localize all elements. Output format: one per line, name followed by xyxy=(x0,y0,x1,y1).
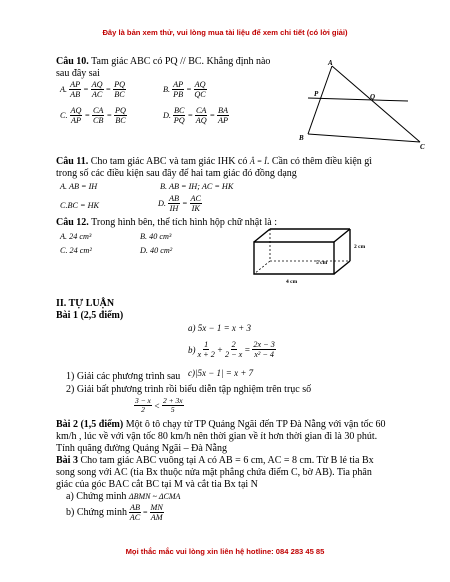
bai2-text2: km/h , lúc về với vận tốc 80 km/h nên thời gian về ít hơn thời gian đi là 30 phút. xyxy=(56,431,378,442)
fraction: $\frac{3 - x}{2}$ xyxy=(135,396,151,414)
bai2-title: Bài 2 (1,5 điểm) xyxy=(56,419,124,430)
q12-number: Câu 12. xyxy=(56,217,89,228)
fraction: $\frac{2x - 3}{\text{x² − 4}}$ xyxy=(253,340,275,359)
option-label: C. xyxy=(60,111,68,120)
label-a: A xyxy=(328,59,333,67)
fraction: $\frac{CA}{CB}$ xyxy=(92,106,104,125)
q10-option-b: B. $\frac{AP}{PB}$ = $\frac{AQ}{QC}$ xyxy=(163,80,206,99)
bai3-a-expression: ΔBMN ~ ΔCMA xyxy=(128,492,181,501)
fraction: $\frac{PQ}{BC}$ xyxy=(114,80,125,99)
q11-number: Câu 11. xyxy=(56,156,89,167)
fraction: $\frac{PQ}{BC}$ xyxy=(114,106,126,125)
bai3-title: Bài 3 xyxy=(56,455,78,466)
bai1-title: Bài 1 (2,5 điểm) xyxy=(56,310,124,321)
box-height-label: 2 cm xyxy=(354,244,366,250)
fraction: $\frac{AB}{IH}$ xyxy=(168,194,179,213)
q10-text2: sau đây sai xyxy=(56,68,100,79)
fraction: $\frac{AP}{PB}$ xyxy=(173,80,184,99)
bai2-line1 xyxy=(56,419,386,431)
q12-option-c: C. 24 cm² xyxy=(60,246,92,255)
q10-option-a: A. $\frac{AP}{AB}$ = $\frac{AQ}{AC}$ = $\frac{PQ}{BC}$ xyxy=(60,80,125,99)
bai3-part-a: a) Chứng minh ΔBMN ~ ΔCMA xyxy=(66,491,181,502)
q10-option-d: D. $\frac{BC}{PQ}$ = $\frac{CA}{AQ}$ = $\frac{BA}{AP}$ xyxy=(163,106,228,125)
q11-text2: trong số các điều kiện sau đây để hai tam giác đó đồng dạng xyxy=(56,168,297,179)
fraction: $\frac{1}{x + 2}$ xyxy=(197,340,215,359)
q11-text1a: Cho tam giác ABC và tam giác IHK có xyxy=(90,156,248,167)
bai3-text1: Cho tam giác ABC vuông tại A có AB = 6 cm, AC = 8 cm. Từ B lẻ tia Bx xyxy=(77,455,374,466)
fraction: $\frac{AQ}{QC}$ xyxy=(194,80,206,99)
bai3-line1 xyxy=(56,455,374,467)
side-ac xyxy=(332,66,420,142)
fraction: $\frac{AC}{IK}$ xyxy=(190,194,201,213)
q12-option-a: A. 24 cm³ xyxy=(60,232,92,241)
fraction: $\frac{MN}{AM}$ xyxy=(150,503,163,522)
q12-option-d: D. 40 cm² xyxy=(140,246,173,255)
label-c: C xyxy=(420,143,425,150)
bai1-eq-a: a) 5x − 1 = x + 3 xyxy=(188,323,251,333)
fraction: $\frac{2 + 3x}{5}$ xyxy=(162,396,183,414)
bai1-inequality: $\frac{3 - x}{2}$ < $\frac{2 + 3x}{5}$ xyxy=(135,396,183,414)
q10-text1: Tam giác ABC có PQ // BC. Khẳng định nào xyxy=(91,56,271,67)
fraction: $\frac{AB}{AC}$ xyxy=(129,503,141,522)
q10-option-c: C. $\frac{AQ}{AP}$ = $\frac{CA}{CB}$ = $\frac{PQ}{BC}$ xyxy=(60,106,126,125)
option-label: D. xyxy=(163,111,171,120)
bai3-text2: song song với AC (tia Bx thuộc nửa mặt phẳng chứa điểm C, bờ AB). Tia phân xyxy=(56,467,372,478)
q11-text1b: . Cần có thêm điều kiện gì xyxy=(266,156,373,167)
bai1-item1: 1) Giải các phương trình sau xyxy=(66,371,181,382)
bai3-text3: giác của góc BAC cắt BC tại M và cắt tia Bx tại N xyxy=(56,479,258,490)
q10-line1 xyxy=(56,56,270,68)
q11-line1 xyxy=(56,156,372,168)
fraction: $\frac{AP}{AB}$ xyxy=(70,80,81,99)
part2-title: II. TỰ LUẬN xyxy=(56,298,115,309)
q11-option-c: C.BC = HK xyxy=(60,201,99,210)
bai3-part-b: b) Chứng minh $\frac{AB}{AC}$ = $\frac{MN}{AM}$ xyxy=(66,503,163,522)
box-width-label: 5 cm xyxy=(316,260,328,266)
preview-banner: Đây là bản xem thử, vui lòng mua tài liệu để xem chi tiết (có lời giải) xyxy=(102,28,348,37)
triangle-figure xyxy=(290,58,430,150)
q11-option-d: D. $\frac{AB}{IH}$ = $\frac{AC}{IK}$ xyxy=(158,194,201,213)
option-label: A. xyxy=(60,85,68,94)
option-label: B. xyxy=(163,85,171,94)
segment-pq xyxy=(308,98,408,101)
side-bc xyxy=(308,134,420,142)
box-length-label: 4 cm xyxy=(286,279,298,285)
bai1-item2: 2) Giải bất phương trình rồi biểu diễn tập nghiệm trên trục số xyxy=(66,384,312,395)
bai2-text3: Tính quãng đường Quảng Ngãi – Đà Nẵng xyxy=(56,443,227,454)
q11-option-a: A. AB = IH xyxy=(60,182,98,191)
q12-line1 xyxy=(56,217,277,229)
q10-number: Câu 10. xyxy=(56,56,89,67)
fraction: $\frac{BA}{AP}$ xyxy=(217,106,228,125)
box-figure xyxy=(248,226,378,288)
q12-option-b: B. 40 cm³ xyxy=(140,232,172,241)
fraction: $\frac{2}{2 - x}$ xyxy=(224,340,243,359)
fraction: $\frac{BC}{PQ}$ xyxy=(173,106,185,125)
footer-hotline: Mọi thắc mắc vui lòng xin liên hệ hotline: 084 283 45 85 xyxy=(125,547,325,556)
option-label: D. xyxy=(158,199,166,208)
box-front-face xyxy=(254,242,334,274)
label-b: B xyxy=(299,134,304,142)
q11-option-b: B. AB = IH; AC = HK xyxy=(160,182,234,191)
label-p: P xyxy=(314,90,319,98)
fraction: $\frac{AQ}{AP}$ xyxy=(70,106,82,125)
bai1-eq-b: b) $\frac{1}{x + 2}$ + $\frac{2}{2 - x}$ = $\frac{2x - 3}{\text{x² − 4}}$ xyxy=(188,340,275,359)
side-ab xyxy=(308,66,332,134)
label-q: Q xyxy=(370,93,376,101)
fraction: $\frac{AQ}{AC}$ xyxy=(91,80,103,99)
hidden-edges xyxy=(254,229,350,274)
q11-condition: Â = Î xyxy=(249,157,267,166)
bai2-text1: Một ô tô chạy từ TP Quảng Ngãi đến TP Đà Nẵng với vận tốc 60 xyxy=(123,419,386,430)
q12-text: Trong hình bên, thể tích hình hộp chữ nhật là : xyxy=(91,217,277,228)
fraction: $\frac{CA}{AQ}$ xyxy=(195,106,207,125)
bai1-eq-c: c)|5x − 1| = x + 7 xyxy=(188,368,254,378)
